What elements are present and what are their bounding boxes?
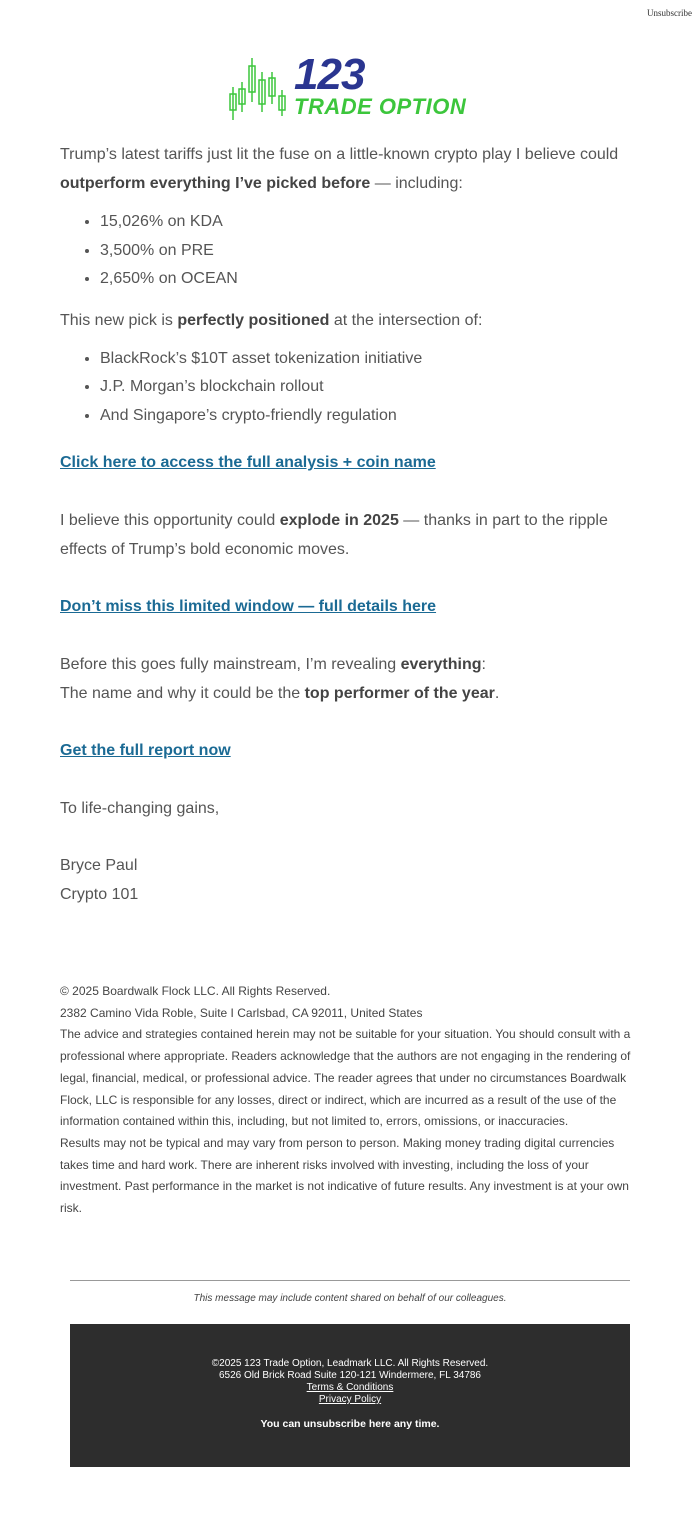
list-item: • And Singapore’s crypto-friendly regulation	[100, 402, 645, 431]
analysis-link[interactable]: Click here to access the full analysis + coin name	[60, 454, 436, 471]
colleagues-note: This message may include content shared on behalf of our colleagues.	[193, 1293, 507, 1304]
footer-copyright: ©2025 123 Trade Option, Leadmark LLC. All Rights Reserved.	[211, 1358, 489, 1369]
disclaimer-results: Results may not be typical and may vary from person to person. Making money trading digital currencies takes time and hard work. There are inherent risks involved with investing, including the loss of your investment. Past performance in the market is not indicative of future results. Any investment is at your own risk.	[60, 1135, 629, 1216]
details-link[interactable]: Don’t miss this limited window — full details here	[60, 598, 437, 615]
divider	[70, 1280, 630, 1281]
explode-paragraph: I believe this opportunity could explode in 2025 — thanks in part to the ripple effects of Trump’s bold economic moves.	[60, 512, 608, 558]
unsubscribe-link[interactable]: Unsubscribe	[647, 8, 692, 18]
reveal-paragraph: Before this goes fully mainstream, I’m revealing everything: The name and why it could be the top performer of the year.	[60, 656, 500, 702]
email-body	[60, 140, 645, 909]
report-link[interactable]: Get the full report now	[60, 742, 231, 759]
footer-unsubscribe-link[interactable]: You can unsubscribe here any time.	[260, 1418, 440, 1430]
list-item: • 15,026% on KDA	[100, 208, 645, 237]
footer-address: 6526 Old Brick Road Suite 120-121 Windermere, FL 34786	[219, 1370, 481, 1381]
disclaimer-address: 2382 Camino Vida Roble, Suite I Carlsbad, CA 92011, United States	[60, 1005, 423, 1020]
list-item: • BlackRock’s $10T asset tokenization initiative	[100, 345, 645, 374]
disclaimer	[60, 981, 640, 1220]
signoff: To life-changing gains,	[60, 800, 220, 817]
list-item: • J.P. Morgan’s blockchain rollout	[100, 373, 645, 402]
author-name: Bryce Paul	[60, 857, 138, 874]
intersections-list	[60, 345, 645, 431]
disclaimer-advice: The advice and strategies contained herein may not be suitable for your situation. You should consult with a professional where appropriate. Readers acknowledge that the authors are not engaging in the rendering of legal, financial, medical, or professional advice. The reader agrees that under no circumstances Boardwalk Flock, LLC is responsible for any losses, direct or indirect, which are incurred as a result of the use of the information contained within this, including, but not limited to, errors, omissions, or inaccuracies.	[60, 1027, 631, 1129]
list-item: • 3,500% on PRE	[100, 237, 645, 266]
logo-tagline: TRADE OPTION	[294, 94, 467, 119]
logo-number: 123	[294, 50, 365, 99]
footer	[70, 1324, 630, 1467]
intro-paragraph: Trump’s latest tariffs just lit the fuse on a little-known crypto play I believe could outperform everything I’ve picked before — including:	[60, 146, 619, 192]
terms-link[interactable]: Terms & Conditions	[306, 1382, 394, 1393]
position-paragraph: This new pick is perfectly positioned at the intersection of:	[60, 311, 483, 329]
privacy-link[interactable]: Privacy Policy	[318, 1394, 382, 1405]
disclaimer-copyright: © 2025 Boardwalk Flock LLC. All Rights Reserved.	[60, 984, 331, 998]
gains-list	[60, 208, 645, 294]
logo	[226, 50, 476, 124]
author-org: Crypto 101	[60, 886, 139, 903]
list-item: • 2,650% on OCEAN	[100, 265, 645, 294]
